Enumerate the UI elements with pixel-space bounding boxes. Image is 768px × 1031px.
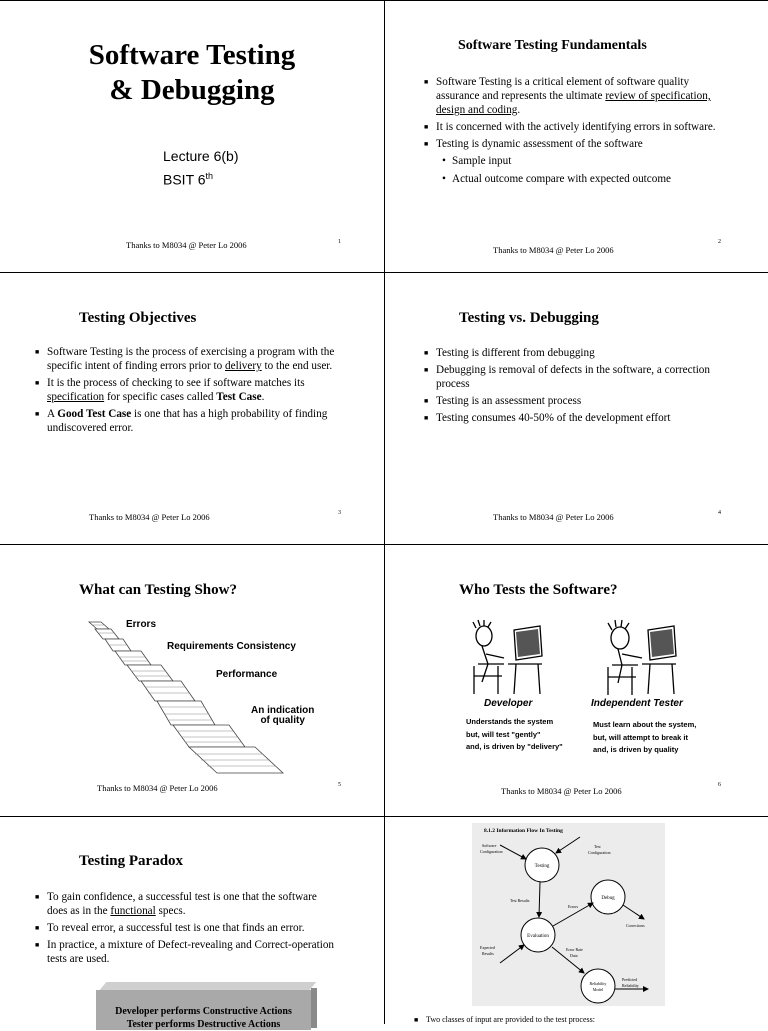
bullet: ■ To gain confidence, a successful test is one that the software does as in the functional specs. [35, 890, 340, 918]
svg-text:Reliability: Reliability [589, 981, 607, 986]
svg-text:Results: Results [482, 951, 494, 956]
bullet: ■ Debugging is removal of defects in the software, a correction process [424, 363, 724, 391]
slide-3-number: 3 [338, 510, 341, 516]
slide-2-bullets [424, 75, 729, 190]
slide-1 [0, 0, 384, 272]
svg-text:Model: Model [592, 987, 604, 992]
svg-text:Test: Test [594, 844, 601, 849]
svg-text:Errors: Errors [568, 904, 578, 909]
slide-4 [384, 272, 768, 544]
slide-6-footer: Thanks to M8034 @ Peter Lo 2006 [501, 786, 622, 796]
svg-text:Expected: Expected [480, 945, 495, 950]
label-performance: Performance [216, 669, 278, 680]
slide-3-title: Testing Objectives [79, 310, 197, 326]
slide-1-number: 1 [338, 239, 341, 245]
label-errors: Errors [126, 619, 157, 630]
slide-2-title: Software Testing Fundamentals [458, 38, 647, 53]
slide-2-number: 2 [718, 239, 721, 245]
slide-7-bullets [35, 890, 340, 969]
slide-4-bullets [424, 346, 724, 428]
slide-3-footer: Thanks to M8034 @ Peter Lo 2006 [89, 512, 210, 522]
developer-description: Understands the system but, will test "gently" and, is driven by "delivery" [466, 717, 563, 751]
developer-label: Developer [484, 698, 533, 709]
slide-7-title: Testing Paradox [79, 853, 184, 869]
bullet: ■ It is concerned with the actively identifying errors in software. [424, 120, 729, 134]
bullet: ■ Testing consumes 40-50% of the development effort [424, 411, 724, 425]
bullet: ■ Software Testing is a critical element of software quality assurance and represents the ultimate review of specification, design and coding. [424, 75, 729, 117]
bullet: ■ To reveal error, a successful test is one that finds an error. [35, 921, 340, 935]
label-requirements-consistency: Requirements Consistency [167, 641, 296, 652]
paradox-box: Developer performs Constructive Actions Tester performs Destructive Actions [96, 990, 311, 1030]
slide-8-bullets [414, 1015, 744, 1028]
svg-text:Predicted: Predicted [622, 977, 638, 982]
svg-text:Testing: Testing [534, 864, 550, 869]
box-bevel-side [311, 988, 317, 1028]
svg-text:Evaluation: Evaluation [527, 934, 549, 939]
svg-text:Reliability: Reliability [622, 983, 639, 988]
slide-2 [384, 0, 768, 272]
bullet: ■ Software Testing is the process of exercising a program with the specific intent of finding errors prior to delivery to the end user. [35, 345, 355, 373]
svg-text:Error Rate: Error Rate [566, 947, 583, 952]
slide-5-number: 5 [338, 782, 341, 788]
slide-4-footer: Thanks to M8034 @ Peter Lo 2006 [493, 512, 614, 522]
slide-6-number: 6 [718, 782, 721, 788]
slide-4-title: Testing vs. Debugging [459, 310, 599, 326]
sub-bullet: • Actual outcome compare with expected outcome [436, 172, 729, 186]
bullet: ■ Testing is an assessment process [424, 394, 724, 408]
svg-text:Debug: Debug [601, 896, 615, 901]
slide-8 [384, 816, 768, 1024]
slide-1-footer: Thanks to M8034 @ Peter Lo 2006 [126, 240, 247, 250]
bullet: ■ Testing is dynamic assessment of the software • Sample input • Actual outcome compare with expected outcome [424, 137, 729, 186]
svg-text:Configuration: Configuration [588, 850, 611, 855]
slide-1-subtitle: Lecture 6(b) BSIT 6th [163, 148, 239, 188]
svg-text:Test Results: Test Results [510, 898, 530, 903]
sub-bullet: • Sample input [436, 154, 729, 168]
bullet: ■ A Good Test Case is one that has a high probability of finding undiscovered error. [35, 407, 355, 435]
svg-text:Configuration: Configuration [480, 849, 503, 854]
bullet: ■ It is the process of checking to see if software matches its specification for specific cases called Test Case. [35, 376, 355, 404]
information-flow-diagram [472, 823, 665, 1006]
svg-text:Corrections: Corrections [626, 923, 645, 928]
slide-3-bullets [35, 345, 355, 438]
slide-5-footer: Thanks to M8034 @ Peter Lo 2006 [97, 783, 218, 793]
slide-5-title: What can Testing Show? [79, 582, 237, 598]
bullet: ■ Testing is different from debugging [424, 346, 724, 360]
independent-tester-label: Independent Tester [591, 698, 683, 709]
box-bevel-top [100, 982, 317, 990]
slide-3 [0, 272, 384, 544]
independent-tester-description: Must learn about the system, but, will attempt to break it and, is driven by quality [593, 720, 697, 754]
svg-text:Software: Software [482, 843, 497, 848]
independent-tester-figure-icon [602, 620, 684, 698]
developer-figure-icon [468, 620, 550, 698]
slide-6-title: Who Tests the Software? [459, 582, 618, 598]
slide-2-footer: Thanks to M8034 @ Peter Lo 2006 [493, 245, 614, 255]
slide-4-number: 4 [718, 510, 721, 516]
slide-5 [0, 544, 384, 816]
reliability-model-node [581, 969, 615, 1003]
label-indication-of-quality: An indication of quality [251, 705, 315, 726]
bullet: ■ In practice, a mixture of Defect-revealing and Correct-operation tests are used. [35, 938, 340, 966]
slide-7 [0, 816, 384, 1030]
bullet: ■ Two classes of input are provided to the test process: [414, 1015, 744, 1025]
slide-1-title: Software Testing & Debugging [88, 39, 296, 106]
diagram-title: 8.1.2 Information Flow In Testing [484, 828, 563, 834]
svg-text:Data: Data [570, 953, 578, 958]
slide-6 [384, 544, 768, 816]
